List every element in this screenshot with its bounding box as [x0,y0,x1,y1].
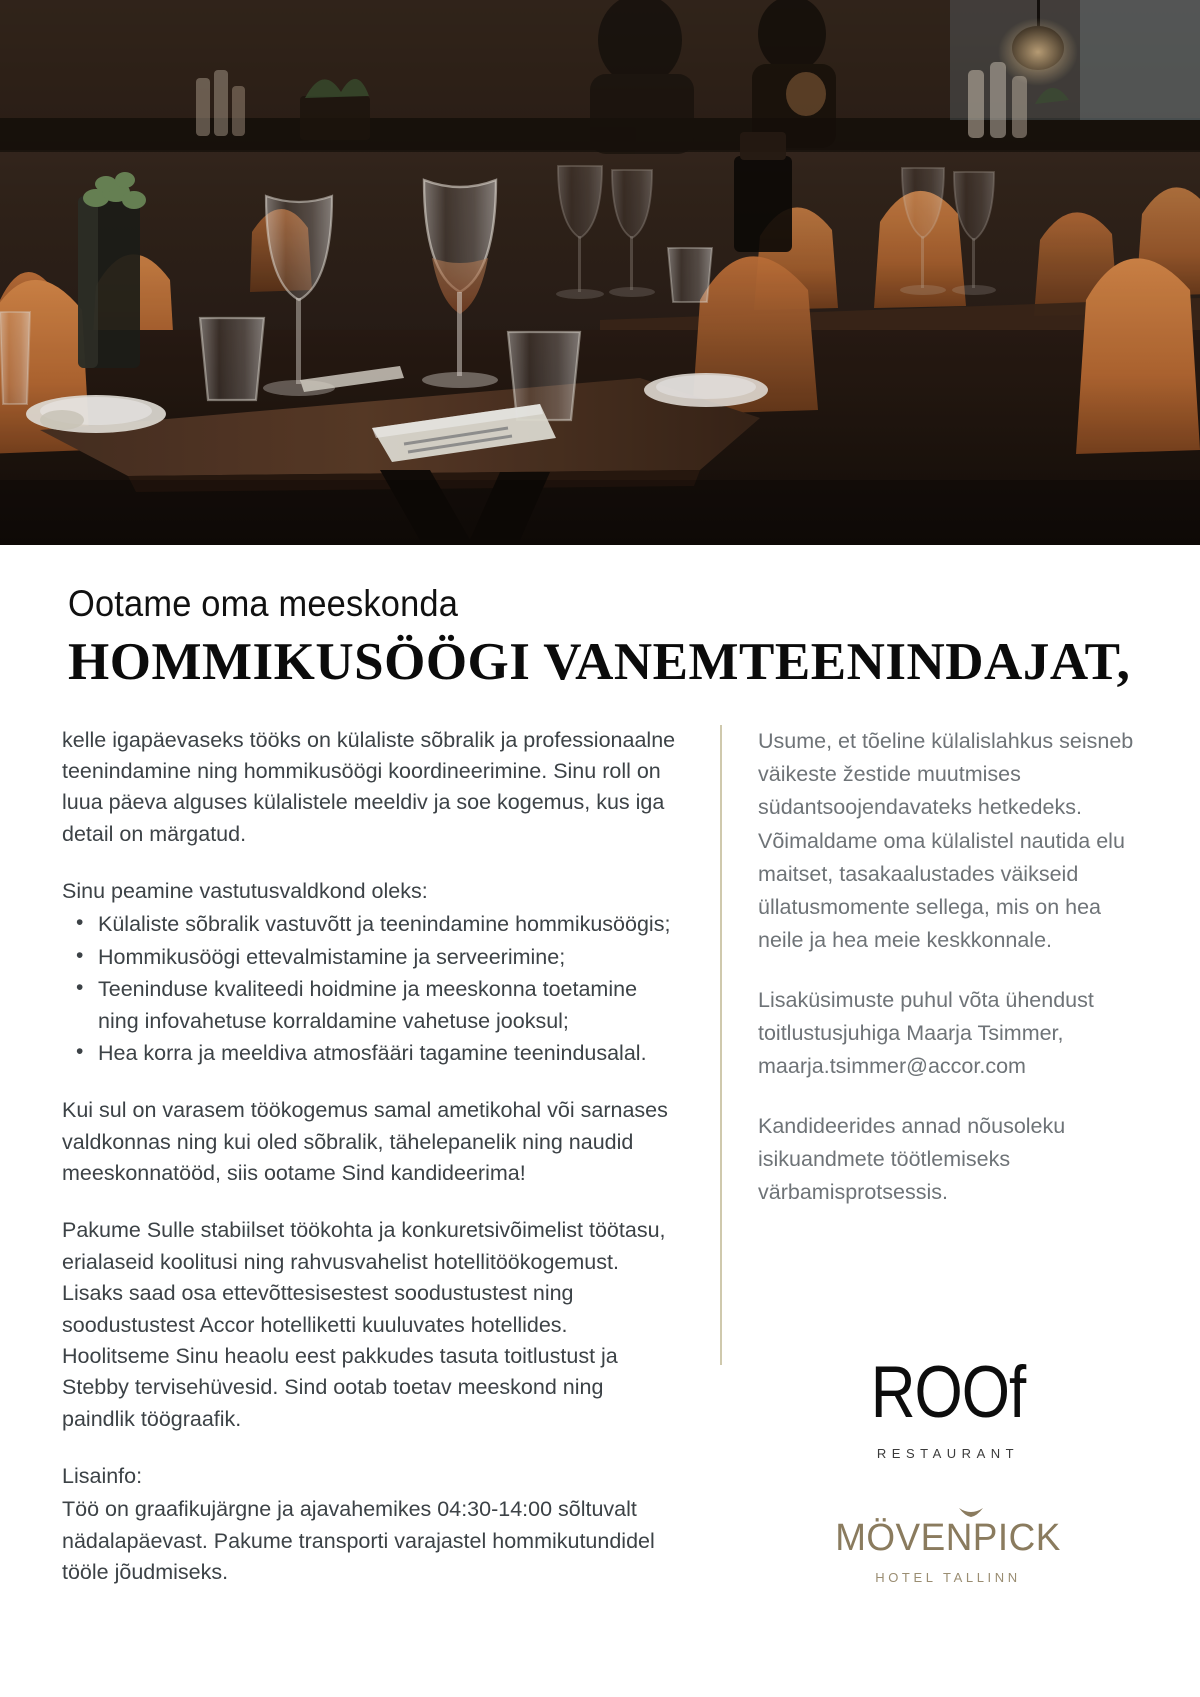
list-item: • Hommikusöögi ettevalmistamine ja serveerimine; [62,942,680,973]
logo-group [788,1352,1108,1585]
page-title: HOMMIKUSÖÖGI VANEMTEENINDAJAT, [68,633,1131,692]
right-column [720,725,1200,1365]
hero-illustration [0,0,1200,545]
movenpick-subtitle: HOTEL TALLINN [875,1570,1021,1585]
list-item: • Teeninduse kvaliteedi hoidmine ja meeskonna toetamine ning infovahetuse korraldamine vahetuse jooksul; [62,974,680,1037]
roof-logo-wordmark: ROOf [870,1352,1026,1434]
extra-info-label: Lisainfo: [62,1464,143,1489]
responsibilities-list [62,909,680,1069]
extra-info-paragraph: Töö on graafikujärgne ja ajavahemikes 04:30-14:00 sõltuvalt nädalapäevast. Pakume transporti varajastel hommikutundidel tööle jõudmiseks. [62,1497,655,1585]
responsibilities-heading: Sinu peamine vastutusvaldkond oleks: [62,879,428,904]
movenpick-logo [788,1519,1108,1585]
offer-paragraph: Pakume Sulle stabiilset töökohta ja konkuretsivõimelist töötasu, erialaseid koolitusi ning rahvusvahelist hotellitöökogemust. Lisaks saad osa ettevõttesisestest soodustustest ning soodustustest Accor hotelliketti kuuluvates hotellides. Hoolitseme Sinu heaolu eest pakkudes tasuta toitlustust ja Stebby tervisehüvesid. Sind ootab toetav meeskond ning paindlik töögraafik. [62,1218,666,1431]
left-column [0,725,720,1615]
philosophy-paragraph: Usume, et tõeline külalislahkus seisneb väikeste žestide muutmises südantsoojendavateks hetkedeks. Võimaldame oma külalistel nautida elu maitset, tasakaalustades väikseid üllatusmomente sellega, mis on hea neile ja hea meie keskkonnale. [758,728,1134,953]
title-block [0,545,1200,691]
list-item: • Külaliste sõbralik vastuvõtt ja teenindamine hommikusöögis; [62,909,680,940]
intro-paragraph: kelle igapäevaseks tööks on külaliste sõbralik ja professionaalne teenindamine ning hommikusöögi koordineerimine. Sinu roll on luua päeva alguses külalistele meeldiv ja soe kogemus, kus iga detail on märgatud. [62,727,676,846]
kicker-text: Ootame oma meeskonda [68,583,459,624]
roof-restaurant-logo [788,1352,1108,1461]
roof-logo-subtitle: RESTAURANT [876,1446,1020,1461]
list-item: • Hea korra ja meeldiva atmosfääri tagamine teenindusalal. [62,1038,680,1069]
contact-paragraph: Lisaküsimuste puhul võta ühendust toitlustusjuhiga Maarja Tsimmer, maarja.tsimmer@accor.com [758,987,1094,1079]
consent-paragraph: Kandideerides annad nõusoleku isikuandmete töötlemiseks värbamisprotsessis. [758,1113,1066,1205]
hero-restaurant-photo [0,0,1200,545]
movenpick-wordmark: MÖVENPICK [835,1517,1061,1559]
experience-paragraph: Kui sul on varasem töökogemus samal ametikohal või sarnases valdkonnas ning kui oled sõbralik, tähelepanelik ning naudid meeskonnatööd, siis ootame Sind kandideerima! [62,1098,668,1186]
